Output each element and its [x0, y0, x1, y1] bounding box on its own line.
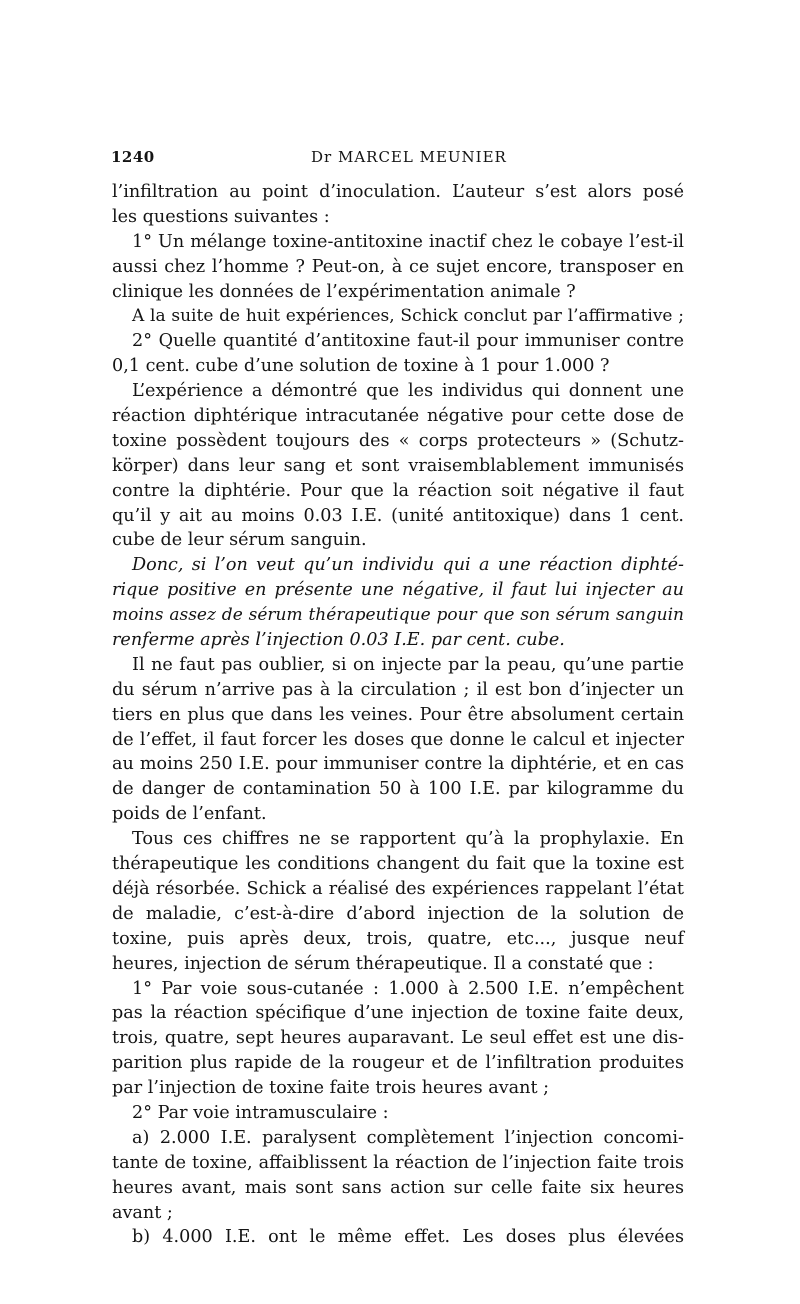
text-line: a) 2.000 I.E. paralysent complètement l’injection concomi-: [132, 1127, 684, 1148]
text-line: moins assez de sérum thérapeutique pour que son sérum sanguin: [112, 605, 684, 626]
text-line: heures avant, mais sont sans action sur celle faite six heures: [112, 1177, 684, 1198]
running-head: Dr MARCEL MEUNIER: [311, 148, 507, 166]
text-line: toxine, puis après deux, trois, quatre, etc..., jusque neuf: [112, 928, 684, 949]
text-line: 1° Par voie sous-cutanée : 1.000 à 2.500 I.E. n’empêchent: [132, 978, 684, 999]
text-line: pas la réaction spécifique d’une injection de toxine faite deux,: [112, 1003, 684, 1024]
text-line: b) 4.000 I.E. ont le même effet. Les doses plus élevées: [132, 1227, 684, 1248]
text-line: qu’il y ait au moins 0.03 I.E. (unité antitoxique) dans 1 cent.: [112, 505, 684, 526]
text-line: 1° Un mélange toxine-antitoxine inactif chez le cobaye l’est-il: [132, 231, 684, 252]
text-line: 2° Par voie intramusculaire :: [132, 1102, 389, 1123]
text-line: A la suite de huit expériences, Schick conclut par l’affirmative ;: [132, 306, 684, 327]
page-header: [111, 148, 681, 172]
text-line: cube de leur sérum sanguin.: [112, 530, 367, 551]
text-line: de maladie, c’est-à-dire d’abord injection de la solution de: [112, 903, 684, 924]
text-line: Il ne faut pas oublier, si on injecte par la peau, qu’une partie: [132, 654, 684, 675]
text-line: de l’effet, il faut forcer les doses que donne le calcul et injecter: [112, 729, 684, 750]
text-line: tante de toxine, affaiblissent la réaction de l’injection faite trois: [112, 1152, 684, 1173]
text-line: parition plus rapide de la rougeur et de l’infiltration produites: [112, 1053, 684, 1074]
text-line: rique positive en présente une négative, il faut lui injecter au: [112, 580, 684, 601]
text-line: les questions suivantes :: [112, 206, 330, 227]
text-line: déjà résorbée. Schick a réalisé des expériences rappelant l’état: [112, 878, 684, 899]
text-line: Tous ces chiffres ne se rapportent qu’à la prophylaxie. En: [132, 829, 684, 850]
body-text: [112, 180, 684, 1250]
text-line: réaction diphtérique intracutanée négative pour cette dose de: [112, 406, 684, 427]
text-line: de danger de contamination 50 à 100 I.E. par kilogramme du: [112, 779, 684, 800]
text-line: L’expérience a démontré que les individus qui donnent une: [132, 381, 684, 402]
text-line: trois, quatre, sept heures auparavant. Le seul effet est une dis-: [112, 1028, 684, 1049]
text-line: avant ;: [112, 1202, 173, 1223]
text-line: contre la diphtérie. Pour que la réaction soit négative il faut: [112, 480, 684, 501]
text-line: toxine possèdent toujours des « corps protecteurs » (Schutz-: [112, 430, 684, 451]
text-line: Donc, si l’on veut qu’un individu qui a une réaction diphté-: [132, 555, 684, 576]
text-line: tiers en plus que dans les veines. Pour être absolument certain: [112, 704, 684, 725]
text-line: aussi chez l’homme ? Peut-on, à ce sujet encore, transposer en: [112, 256, 684, 277]
text-line: au moins 250 I.E. pour immuniser contre la diphtérie, et en cas: [112, 754, 684, 775]
text-line: 0,1 cent. cube d’une solution de toxine à 1 pour 1.000 ?: [112, 356, 610, 377]
text-line: par l’injection de toxine faite trois heures avant ;: [112, 1078, 550, 1099]
text-line: clinique les données de l’expérimentation animale ?: [112, 281, 576, 302]
text-line: du sérum n’arrive pas à la circulation ; il est bon d’injecter un: [112, 679, 684, 700]
text-line: körper) dans leur sang et sont vraisemblablement immunisés: [112, 455, 684, 476]
text-line: poids de l’enfant.: [112, 804, 267, 825]
text-line: l’infiltration au point d’inoculation. L’auteur s’est alors posé: [112, 182, 684, 202]
page-number: 1240: [111, 148, 155, 166]
text-line: renferme après l’injection 0.03 I.E. par cent. cube.: [112, 630, 565, 651]
text-line: 2° Quelle quantité d’antitoxine faut-il pour immuniser contre: [132, 331, 684, 352]
text-line: thérapeutique les conditions changent du fait que la toxine est: [112, 854, 684, 875]
text-line: heures, injection de sérum thérapeutique. Il a constaté que :: [112, 953, 654, 974]
